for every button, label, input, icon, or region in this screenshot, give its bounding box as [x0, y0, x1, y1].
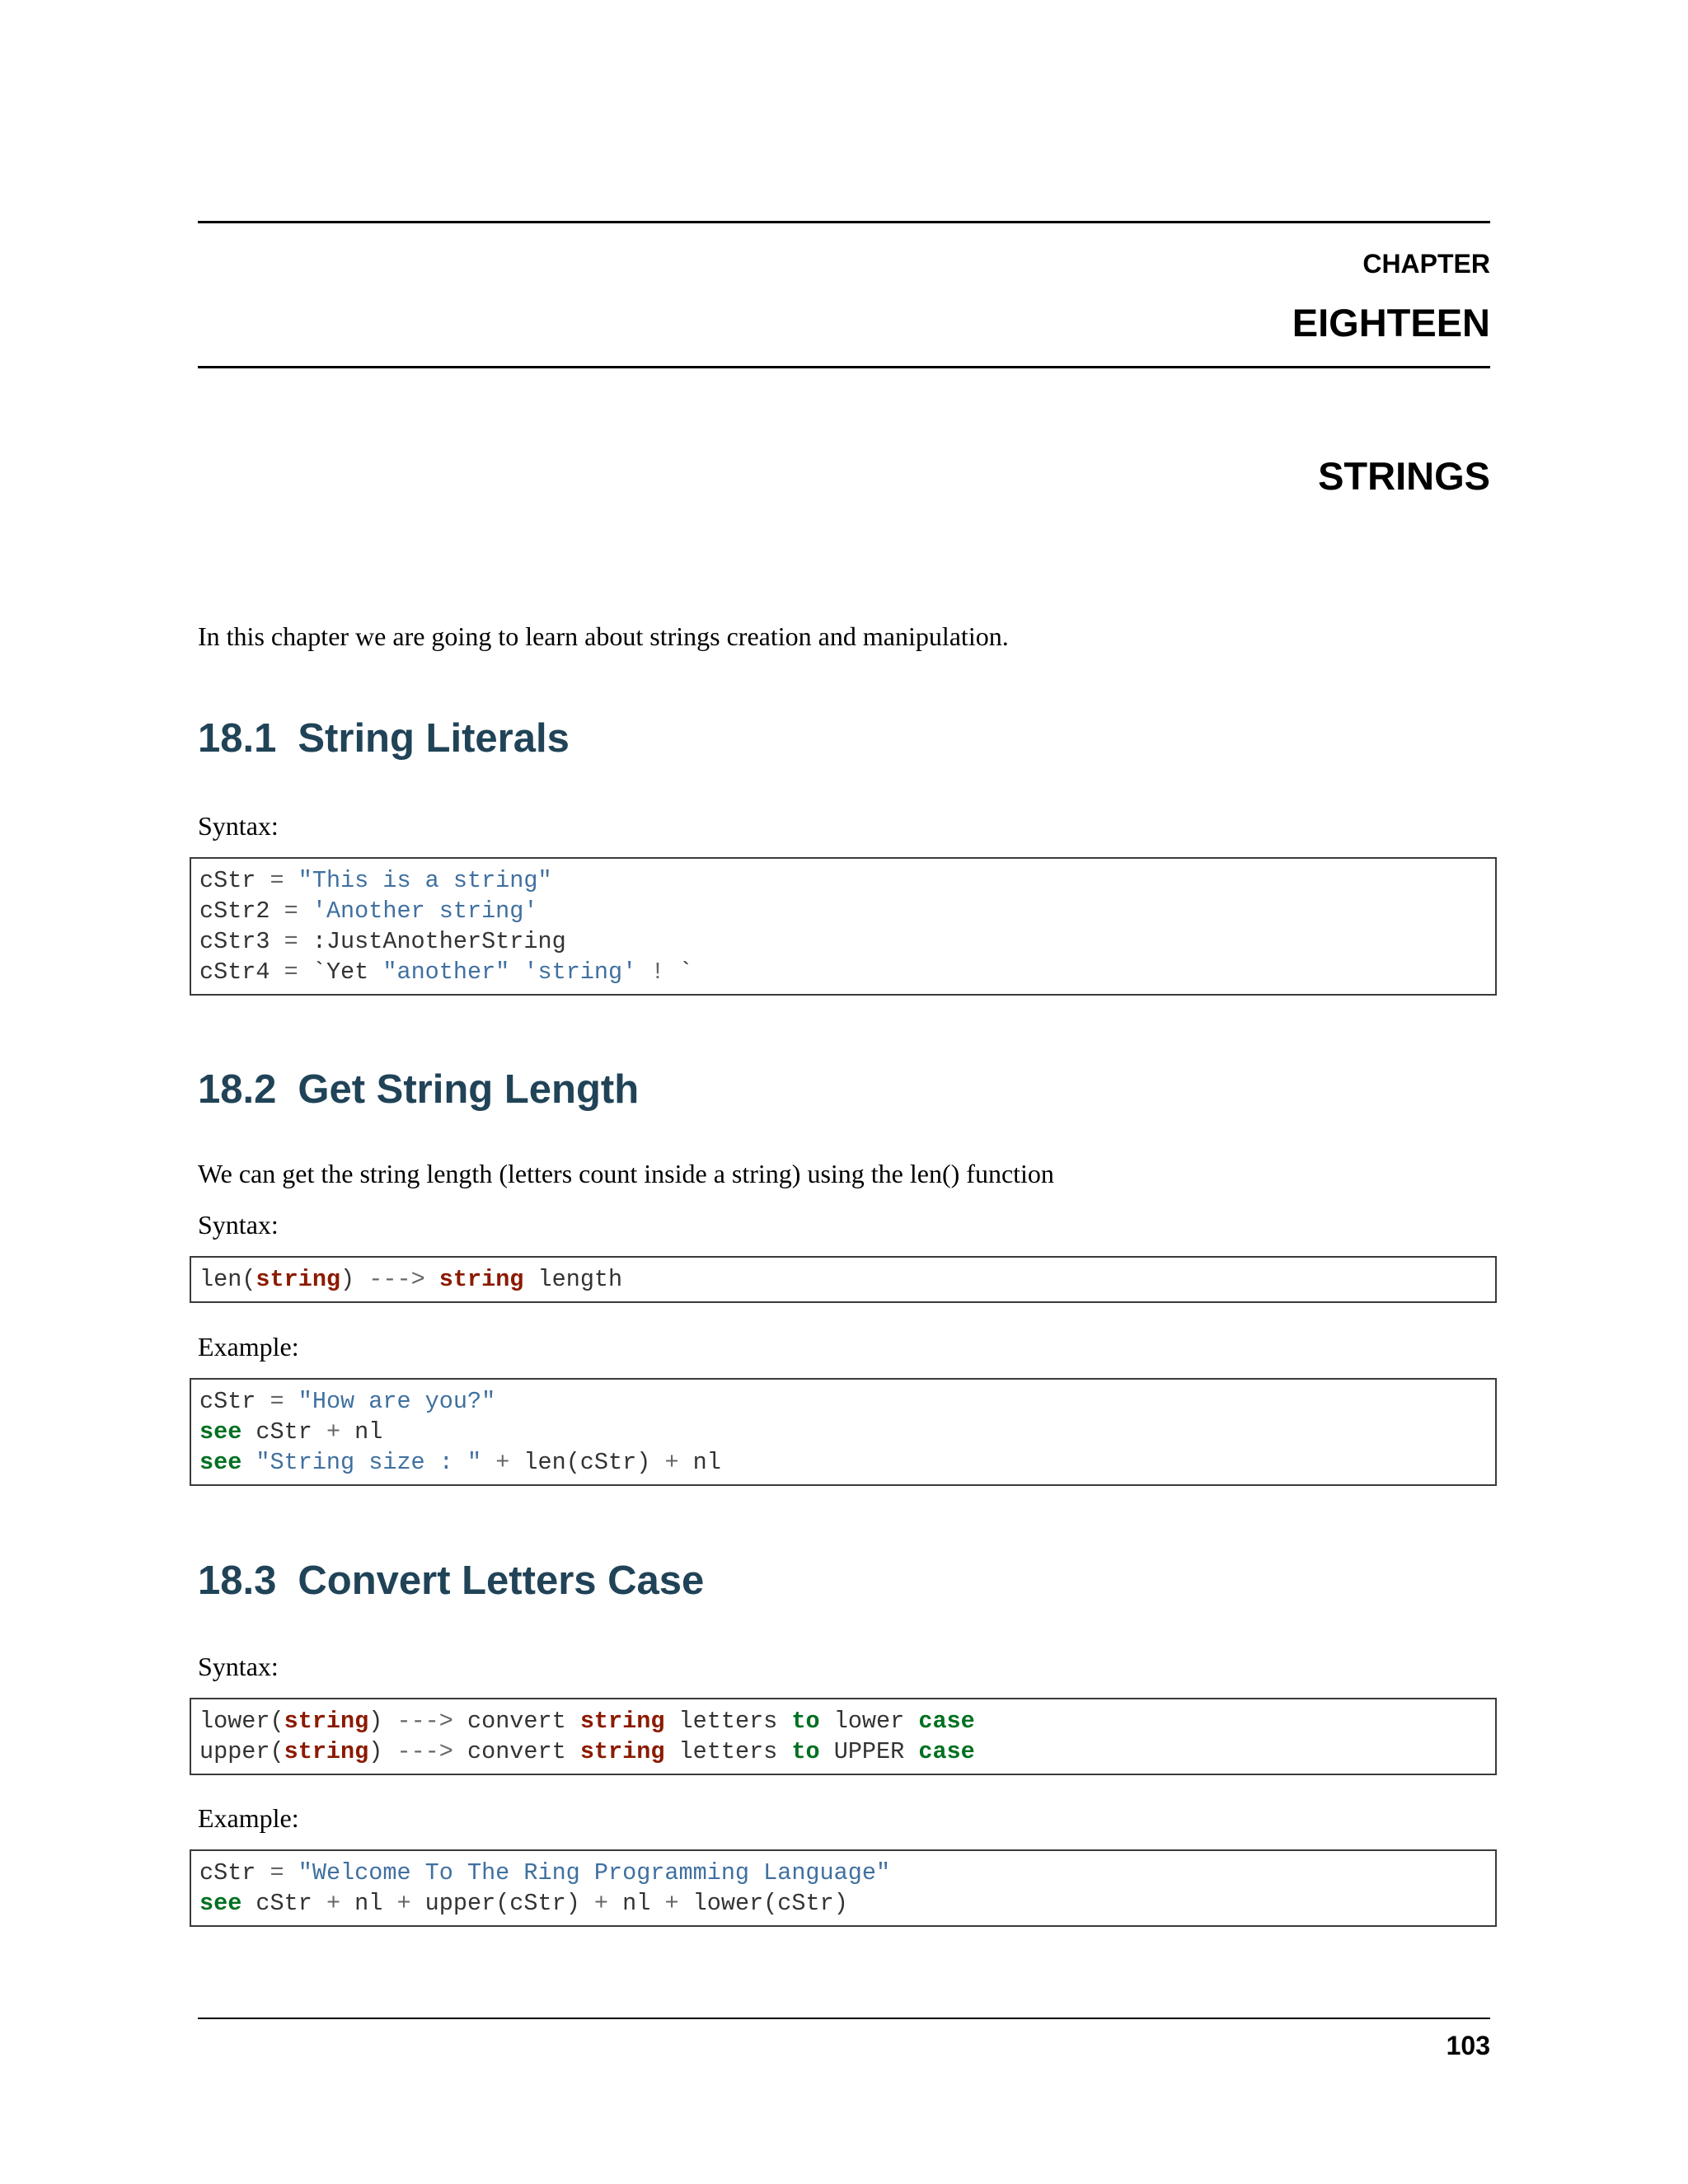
code-token: cStr: [241, 1890, 326, 1917]
code-token: to: [791, 1738, 820, 1765]
code-token: len(: [199, 1266, 256, 1293]
code-token: ): [340, 1266, 369, 1293]
code-block: [190, 1849, 1497, 1927]
code-block: [190, 1378, 1497, 1486]
code-token: lower(: [199, 1708, 284, 1735]
code-token: cStr: [241, 1418, 326, 1446]
section-number: 18.2: [198, 1067, 277, 1112]
code-line: [199, 1386, 1487, 1417]
section-heading-18-2: [198, 1065, 639, 1114]
code-token: length: [523, 1266, 623, 1293]
code-line: [199, 1888, 1487, 1919]
code-token: +: [495, 1449, 510, 1476]
syntax-label: Syntax:: [198, 1210, 279, 1240]
code-token: `: [664, 958, 693, 986]
code-token: 'string': [523, 958, 637, 986]
code-token: +: [326, 1890, 341, 1917]
footer-rule: [198, 2018, 1490, 2019]
code-token: see: [199, 1418, 242, 1446]
code-block: [190, 857, 1497, 996]
code-token: string: [284, 1738, 369, 1765]
code-line: [199, 896, 1487, 926]
section-title: String Literals: [298, 716, 570, 761]
section-description: We can get the string length (letters count inside a string) using the len() function: [198, 1159, 1054, 1188]
code-token: [284, 1388, 298, 1415]
syntax-label: Syntax:: [198, 1652, 279, 1681]
example-label: Example:: [198, 1332, 299, 1361]
code-token: nl: [678, 1449, 721, 1476]
code-token: ): [368, 1708, 397, 1735]
code-token: see: [199, 1890, 242, 1917]
code-token: --->: [396, 1708, 453, 1735]
code-token: upper(: [199, 1738, 284, 1765]
code-line: [199, 1706, 1487, 1736]
code-token: [509, 958, 523, 986]
code-token: upper(cStr): [410, 1890, 594, 1917]
code-token: cStr: [199, 867, 270, 894]
code-token: lower: [819, 1708, 919, 1735]
code-line: [199, 1736, 1487, 1767]
section-title: Get String Length: [298, 1067, 640, 1112]
code-token: see: [199, 1449, 242, 1476]
chapter-label: CHAPTER: [1362, 249, 1490, 279]
code-token: =: [270, 867, 284, 894]
code-token: nl: [340, 1418, 383, 1446]
code-token: [481, 1449, 495, 1476]
code-token: case: [918, 1738, 975, 1765]
example-label: Example:: [198, 1803, 299, 1833]
section-title: Convert Letters Case: [298, 1558, 705, 1603]
code-token: +: [593, 1890, 609, 1917]
code-token: UPPER: [819, 1738, 919, 1765]
syntax-label: Syntax:: [198, 811, 279, 841]
chapter-number: EIGHTEEN: [1292, 301, 1490, 344]
code-token: [636, 958, 650, 986]
code-token: =: [284, 898, 298, 925]
code-token: --->: [396, 1738, 453, 1765]
intro-paragraph: In this chapter we are going to learn about strings creation and manipulation.: [198, 621, 1009, 651]
code-token: letters: [664, 1738, 792, 1765]
document-page: [198, 0, 1490, 2184]
code-token: [284, 1859, 298, 1886]
code-token: !: [650, 958, 665, 986]
section-heading-18-3: [198, 1556, 704, 1605]
code-token: [284, 867, 298, 894]
code-line: [199, 1858, 1487, 1888]
code-token: cStr: [199, 1859, 270, 1886]
code-token: "How are you?": [298, 1388, 496, 1415]
code-token: cStr4: [199, 958, 284, 986]
code-token: nl: [608, 1890, 665, 1917]
code-token: :JustAnotherString: [298, 928, 566, 955]
code-token: `Yet: [298, 958, 383, 986]
code-token: =: [270, 1859, 284, 1886]
code-token: ): [368, 1738, 397, 1765]
code-token: +: [326, 1418, 341, 1446]
page-number: 103: [1446, 2031, 1490, 2060]
code-token: +: [664, 1449, 679, 1476]
code-token: len(cStr): [509, 1449, 665, 1476]
code-token: =: [270, 1388, 284, 1415]
code-token: nl: [340, 1890, 397, 1917]
code-token: "another": [382, 958, 510, 986]
code-token: +: [664, 1890, 679, 1917]
code-token: cStr3: [199, 928, 284, 955]
code-token: [298, 898, 312, 925]
code-token: [425, 1266, 439, 1293]
code-line: [199, 1447, 1487, 1478]
chapter-bottom-rule: [198, 366, 1490, 368]
code-token: string: [579, 1708, 665, 1735]
code-token: string: [256, 1266, 341, 1293]
code-token: 'Another string': [312, 898, 538, 925]
code-line: [199, 1264, 1487, 1295]
code-line: [199, 865, 1487, 896]
chapter-title: STRINGS: [1318, 454, 1490, 498]
code-token: =: [284, 958, 298, 986]
code-token: convert: [452, 1738, 580, 1765]
code-token: [241, 1449, 256, 1476]
section-number: 18.3: [198, 1558, 277, 1603]
code-token: --->: [368, 1266, 425, 1293]
code-block: [190, 1698, 1497, 1775]
code-block: [190, 1256, 1497, 1303]
code-token: cStr: [199, 1388, 270, 1415]
code-token: cStr2: [199, 898, 284, 925]
code-token: "String size : ": [256, 1449, 482, 1476]
code-token: case: [918, 1708, 975, 1735]
code-token: convert: [452, 1708, 580, 1735]
code-token: string: [579, 1738, 665, 1765]
section-heading-18-1: [198, 714, 570, 763]
code-token: "Welcome To The Ring Programming Language": [298, 1859, 891, 1886]
code-line: [199, 1417, 1487, 1447]
code-line: [199, 926, 1487, 957]
code-token: "This is a string": [298, 867, 552, 894]
code-token: string: [438, 1266, 524, 1293]
code-token: to: [791, 1708, 820, 1735]
code-token: +: [396, 1890, 411, 1917]
section-number: 18.1: [198, 716, 277, 761]
code-line: [199, 957, 1487, 987]
code-token: =: [284, 928, 298, 955]
code-token: string: [284, 1708, 369, 1735]
chapter-top-rule: [198, 221, 1490, 223]
code-token: letters: [664, 1708, 792, 1735]
code-token: lower(cStr): [678, 1890, 848, 1917]
